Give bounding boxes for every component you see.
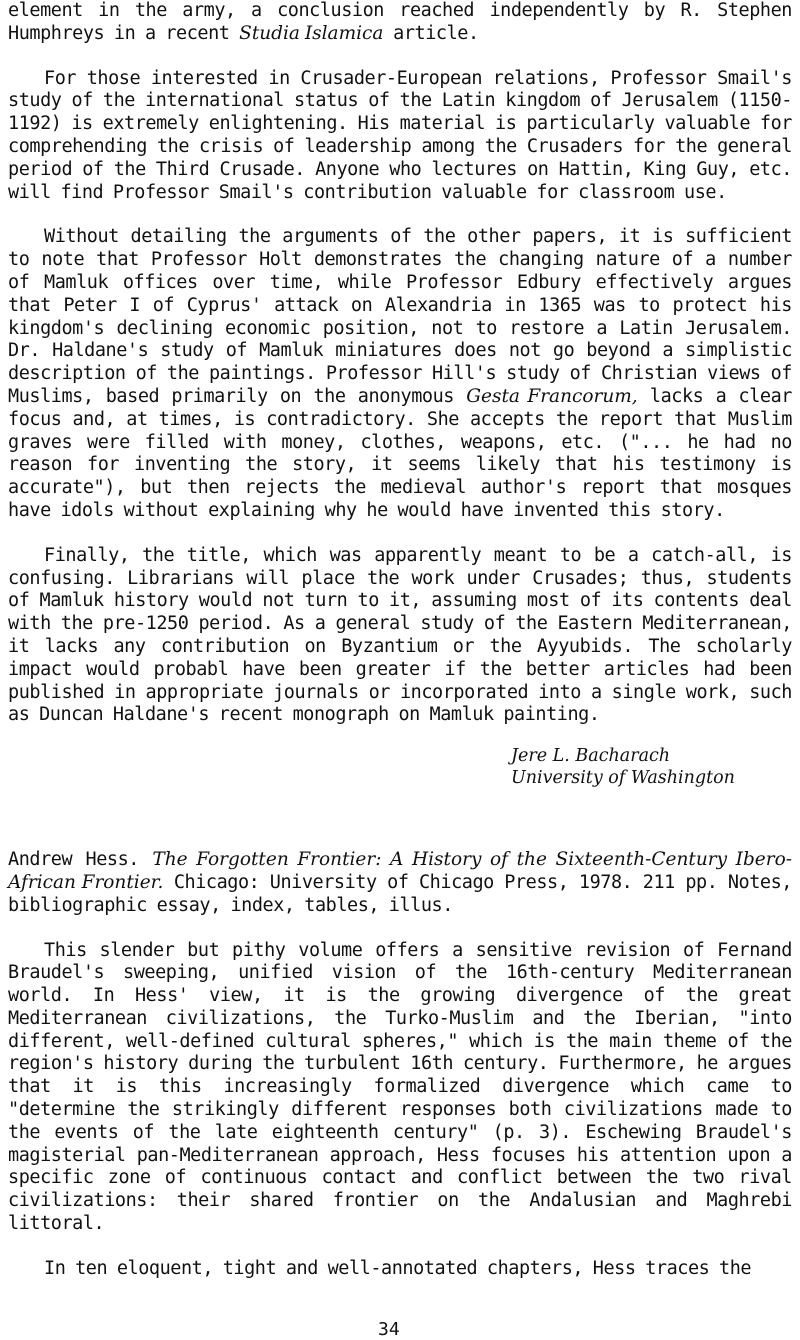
reviewer-signature bbox=[511, 745, 792, 789]
review-heading bbox=[8, 849, 792, 917]
source-title: Gesta Francorum, bbox=[466, 385, 638, 407]
book-author: Andrew Hess. bbox=[8, 849, 139, 871]
smail-paragraph: For those interested in Crusader-European relations, Professor Smail's study of the international status of the Latin kingdom of Jerusalem (1150-1192) is extremely enlightening. His material is particularly valuable for comprehending the crisis of leadership among the Crusaders for the general period of the Third Crusade. Anyone who lectures on Hattin, King Guy, etc. will find Professor Smail's contribution valuable for classroom use. bbox=[8, 67, 792, 203]
document-page bbox=[8, 0, 792, 1281]
hess-review-paragraph-2: In ten eloquent, tight and well-annotated chapters, Hess traces the bbox=[44, 1257, 752, 1279]
hess-review-paragraph-1: This slender but pithy volume offers a sensitive revision of Fernand Braudel's sweeping, unified vision of the 16th-century Mediterranean world. In Hess' view, it is the growing divergence of the great Mediterranean civilizations, the Turko-Muslim and the Iberian, "into different, well-defined cultural spheres," which is the main theme of the region's history during the turbulent 16th century. Furthermore, he argues that it is this increasingly formalized divergence which came to "determine the strikingly different responses both civilizations made to the events of the late eighteenth century" (p. 3). Eschewing Braudel's magisterial pan-Mediterranean approach, Hess focuses his attention upon a specific zone of continuous contact and conflict between the two rival civilizations: their shared frontier on the Andalusian and Maghrebi littoral. bbox=[8, 939, 792, 1235]
other-papers-text: Without detailing the arguments of the other papers, it is sufficient to note that Professor Holt demonstrates the changing nature of a number of Mamluk offices over time, while Professor Edbury effectively argues that Peter I of Cyprus' attack on Alexandria in 1365 was to protect his kingdom's declining economic position, not to restore a Latin Jerusalem. Dr. Haldane's study of Mamluk miniatures does not go beyond a simplistic description of the paintings. Professor Hill's study of Christian views of Muslims, based primarily on the anonymous bbox=[8, 226, 792, 407]
publication-details: Chicago: University of Chicago Press, 1978. 211 pp. Notes, bibliographic essay, index, tables, illus. bbox=[8, 871, 792, 916]
other-papers-paragraph bbox=[8, 226, 792, 522]
page-number: 34 bbox=[378, 1319, 400, 1340]
other-papers-text-end: lacks a clear focus and, at times, is contradictory. She accepts the report that Muslim graves were filled with money, clothes, weapons, etc. ("... he had no reason for inventing the story, it seems likely that his testimony is accurate"), but then rejects the medieval author's report that mosques have idols without explaining why he would have invented this story. bbox=[8, 385, 792, 521]
journal-title: Studia Islamica bbox=[239, 22, 384, 44]
reviewer-affiliation: University of Washington bbox=[511, 768, 735, 789]
book-title: The Forgotten Frontier: A History of the Sixteenth-Century Ibero-African Frontier. bbox=[8, 849, 792, 893]
continuation-text: element in the army, a conclusion reached independently by R. Stephen Humphreys in a recent bbox=[8, 0, 792, 44]
continuation-text-end: article. bbox=[383, 22, 479, 44]
title-critique-paragraph: Finally, the title, which was apparently meant to be a catch-all, is confusing. Librarians will place the work under Crusades; thus, students of Mamluk history would not turn to it, assuming most of its contents deal with the pre-1250 period. As a general study of the Eastern Mediterranean, it lacks any contribution on Byzantium or the Ayyubids. The scholarly impact would probabl have been greater if the better articles had been published in appropriate journals or incorporated into a single work, such as Duncan Haldane's recent monograph on Mamluk painting. bbox=[8, 544, 792, 726]
continuation-paragraph bbox=[8, 0, 792, 46]
reviewer-name: Jere L. Bacharach bbox=[511, 746, 671, 767]
